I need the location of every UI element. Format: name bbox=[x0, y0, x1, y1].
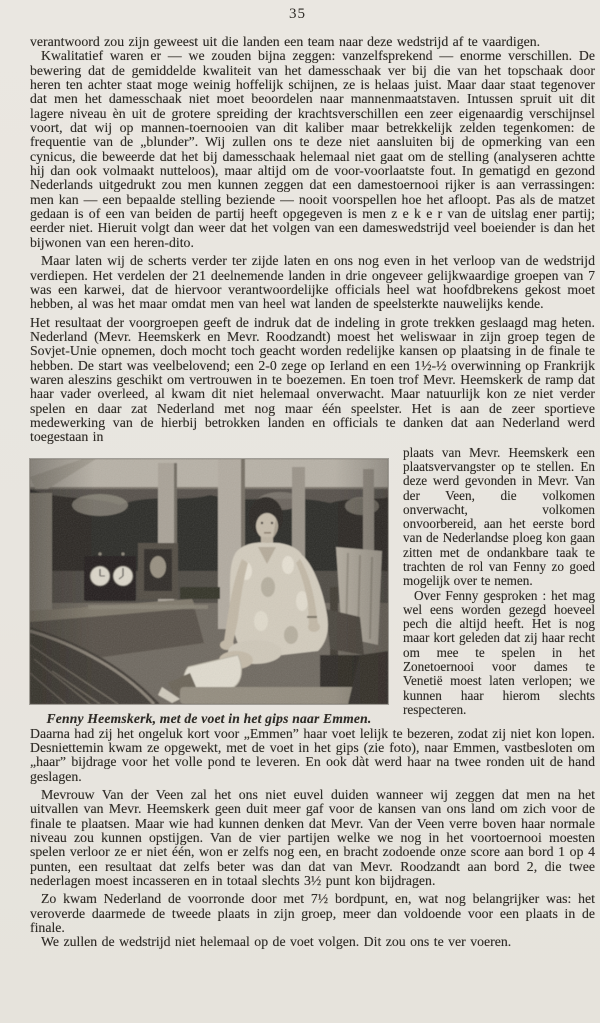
paragraph-voorronde: Zo kwam Nederland de voorronde door met 7½ bordpunt, en, wat nog belangrijker was: het veroverde daarmede de tweede plaats in zijn groep, meer dan voldoende voor een plaats in de finale. bbox=[30, 891, 595, 936]
paragraph-continuation: verantwoord zou zijn geweest uit die landen een team naar deze wedstrijd af te vaardigen. bbox=[30, 34, 541, 49]
paragraph-daarna: Daarna had zij het ongeluk kort voor „Emmen” haar voet lelijk te bezeren, zodat zij niet kon lopen. Desniettemin kwam ze opgewekt, met de voet in het gips (zie foto), naar Emmen, vastbesloten om „haar” bijdrage voor het volle pond te leveren. En ook dàt werd haar na twee ronden uit de hand geslagen. bbox=[30, 725, 595, 784]
paragraph-kwalitatief: Kwalitatief waren er — we zouden bijna zeggen: vanzelfsprekend — enorme verschillen. De bewering dat de gemiddelde kwaliteit van het damesschaak ver bij die van het topschaak door heren ten achter staat moge weinig hoffelijk schijnen, ze is helaas juist. Maar daar staat tegenover dat men het damesschaak niet moet beoordelen naar mannenmaatstaven. Intussen spruit uit dit lagere niveau èn uit de grotere spreiding der krachtsverschillen een zeer eigenaardig verschijnsel voort, dat wij op mannen-toernooien van dit kaliber maar betrekkelijk zelden tegenkomen: de frequentie van de „blunder”. Wij zullen ons te deze niet aansluiten bij de opmerking van een cynicus, die beweerde dat het bij damesschaak helemaal niet gaat om de stelling (analyseren achtte hij dan ook volmaakt nutteloos), maar altijd om de voor-voorlaatste fout. In gematigd en gezond Nederlands uitgedrukt zou men kunnen zeggen dat een damestoernooi rijker is aan verrassingen: men kan — een bepaalde stelling beziende — nooit voorspellen hoe het afloopt. Pas als de matzet gedaan is of een van beiden de partij heeft opgegeven is men z e k e r van de uitslag ener partij; eerder niet. Hieruit volgt dan weer dat het volgen van een dameswedstrijd veel boeiender is dan het bijwonen van een heren-dito. bbox=[30, 48, 595, 250]
paragraph-scherts: Maar laten wij de scherts verder ter zijde laten en ons nog even in het verloop van de wedstrijd verdiepen. Het verdelen der 21 deelnemende landen in drie ongeveer gelijkwaardige groepen van 7 was een karwei, dat de hiervoor verantwoordelijke officials heel wat hoofdbrekens gekost moet hebben, al was het maar omdat men van heel wat landen de speelsterkte nauwelijks kende. bbox=[30, 253, 595, 312]
photo-caption: Fenny Heemskerk, met de voet in het gips naar Emmen. bbox=[46, 710, 372, 726]
wrap-text-column bbox=[403, 446, 595, 727]
photo-fenny-heemskerk bbox=[30, 446, 403, 727]
paragraph-resultaat: Het resultaat der voorgroepen geeft de indruk dat de indeling in grote trekken geslaagd mag heten. Nederland (Mevr. Heemskerk en Mevr. Roodzandt) moest het weliswaar in zijn groep tegen de Sovjet-Unie opnemen, doch mocht toch geacht worden redelijke kansen op plaatsing in de finale te hebben. De start was veelbelovend; een 2-0 zege op Ierland en een 1½-½ overwinning op Frankrijk waren aleszins geschikt om vertrouwen in te boezemen. En toen trof Mevr. Heemskerk de ramp dat haar vader overleed, al kwam dit niet helemaal onverwacht. Maar natuurlijk kon ze niet verder spelen en daar zat Nederland met nog maar één speelster. Het is aan de zeer sportieve medewerking van de hierbij betrokken landen en officials te danken dat aan Nederland werd toegestaan in bbox=[30, 314, 595, 445]
paragraph-slot: We zullen de wedstrijd niet helemaal op de voet volgen. Dit zou ons te ver voeren. bbox=[41, 934, 512, 950]
paragraph-van-der-veen: Mevrouw Van der Veen zal het ons niet euvel duiden wanneer wij zeggen dat men na het uitvallen van Mevr. Heemskerk geen duit meer gaf voor de kansen van ons land om zich voor de finale te plaatsen. Maar wie had kunnen denken dat Mevr. Van der Veen verre boven haar normale niveau zou kunnen opstijgen. Van de vier partijen welke we nog in het voortoernooi moesten spelen verloor ze er niet één, won er zelfs nog een, en bracht zodoende onze score aan bord 1 op 4 punten, een resultaat dat zelfs beter was dan dat van Mevr. Roodzandt aan bord 2, die twee nederlagen moest incasseren en in totaal slechts 3½ punt kon bijdragen. bbox=[30, 787, 595, 889]
paragraph-plaatsvervangster: plaats van Mevr. Heemskerk een plaatsvervangster op te stellen. En deze werd gevonden in Mevr. Van der Veen, die volkomen onverwacht, volkomen onvoorbereid, aan het eerste bord van de Nederlandse ploeg kon gaan zitten met de ondankbare taak te trachten de rol van Fenny zo goed mogelijk over te nemen. bbox=[403, 444, 595, 589]
paragraph-over-fenny: Over Fenny gesproken : het mag wel eens worden gezegd hoeveel pech die altijd heeft. Het is nog maar kort geleden dat zij haar recht om mee te spelen in het Zonetoernooi voor dames te Venetië moest laten verlopen; we kunnen haar hierom slechts respecteren. bbox=[403, 587, 595, 717]
film-grain-overlay bbox=[30, 459, 388, 704]
page-number: 35 bbox=[289, 6, 306, 22]
photo-section bbox=[30, 446, 595, 727]
photo-image bbox=[30, 459, 388, 704]
